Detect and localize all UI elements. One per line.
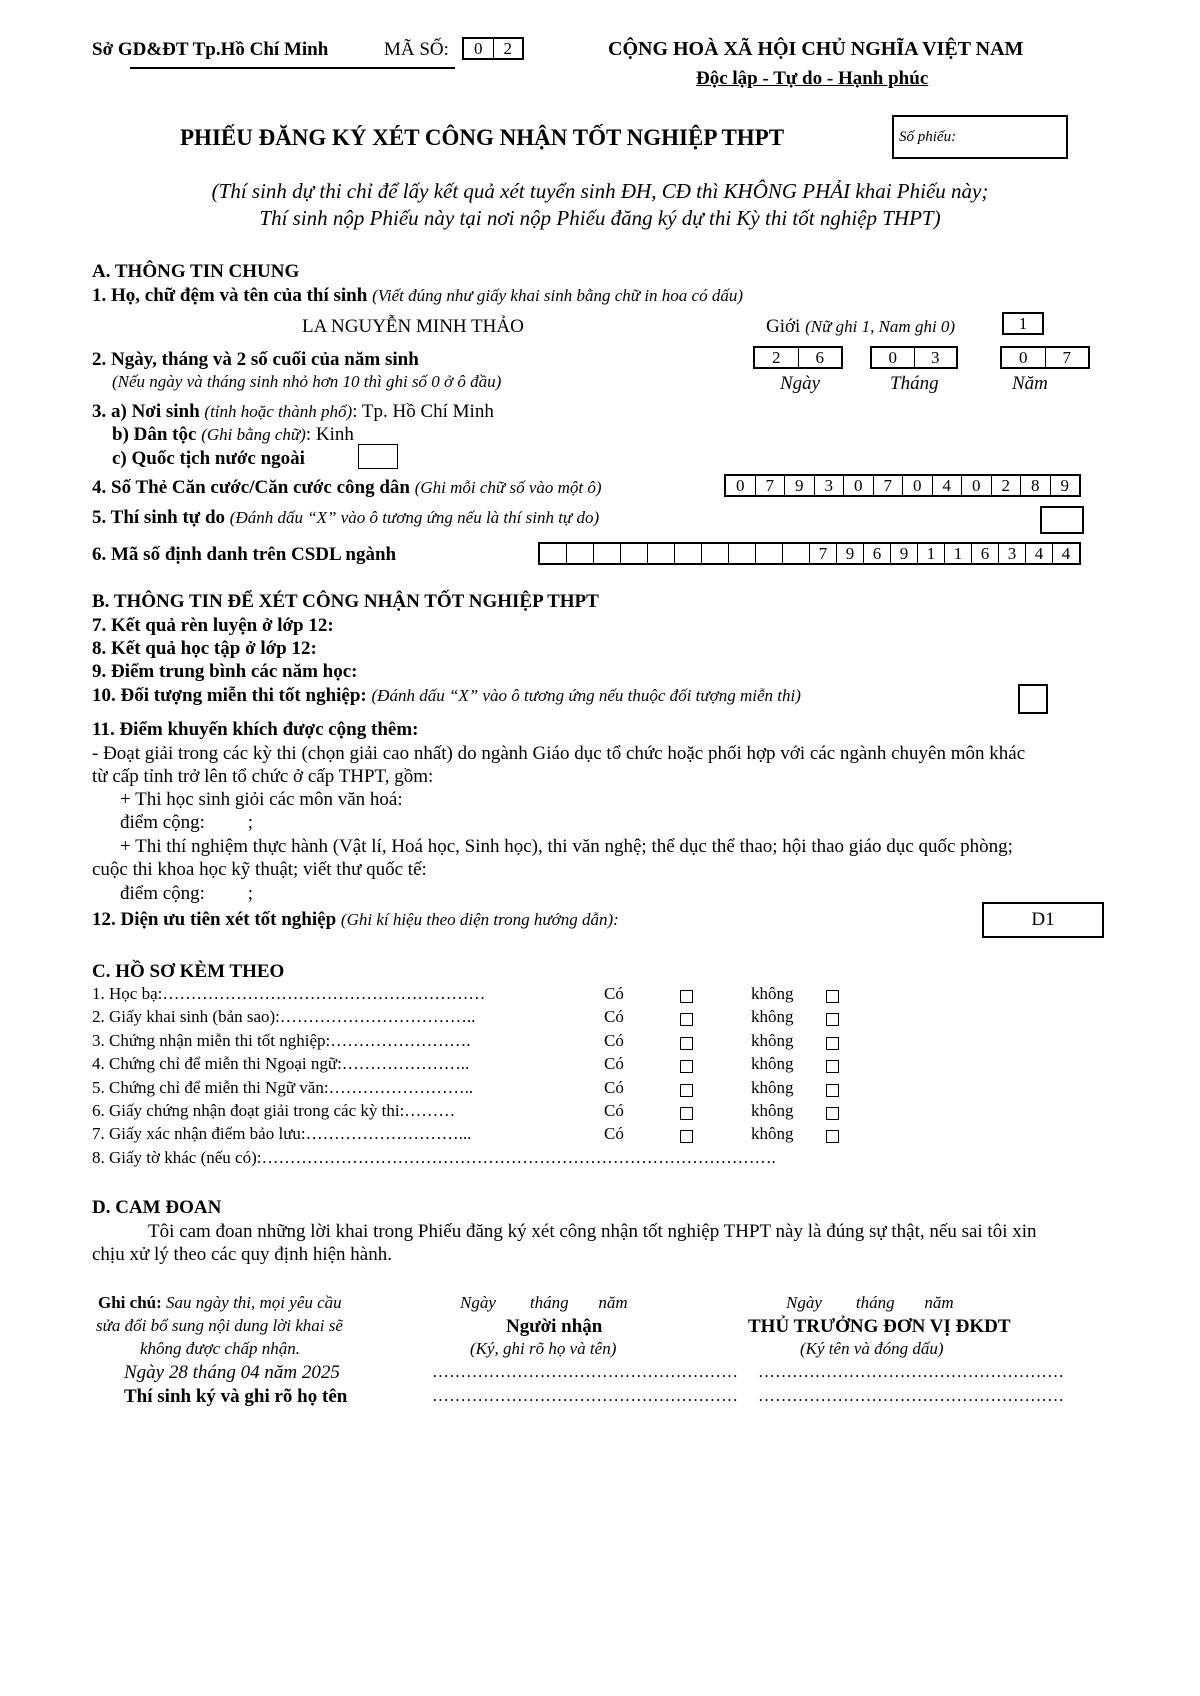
no-label: không	[751, 1077, 794, 1097]
digit-cell[interactable]: 0	[1002, 348, 1046, 367]
month-label: Tháng	[890, 373, 939, 394]
digit-cell[interactable]: 9	[785, 476, 815, 495]
form-number-box[interactable]	[892, 115, 1068, 159]
digit-cell[interactable]: 0	[726, 476, 756, 495]
gender-value: 1	[1018, 314, 1028, 333]
digit-cell[interactable]: 0	[872, 348, 915, 367]
digit-cell[interactable]: 6	[972, 544, 999, 563]
attachment-item-8: 8. Giấy tờ khác (nếu có):……………………………………………………………………………….	[92, 1148, 776, 1167]
q12-row	[92, 910, 619, 929]
section-c-heading: C. HỒ SƠ KÈM THEO	[92, 961, 285, 982]
yes-label: Có	[604, 1077, 624, 1097]
yes-checkbox[interactable]	[680, 1082, 693, 1101]
priority-value: D1	[1031, 909, 1055, 930]
attachment-label: 3. Chứng nhận miễn thi tốt nghiệp:…………………….	[92, 1030, 471, 1050]
receiver-title: Người nhận	[506, 1316, 603, 1337]
priority-box[interactable]	[982, 902, 1104, 938]
q3b-hint: (Ghi bằng chữ)	[201, 425, 306, 444]
no-checkbox[interactable]	[826, 1082, 839, 1101]
head-dots-2: ………………………………………………	[758, 1386, 1064, 1405]
digit-cell[interactable]: 7	[874, 476, 904, 495]
year-label: Năm	[1012, 373, 1048, 394]
q3a-value: : Tp. Hồ Chí Minh	[352, 401, 494, 422]
q11-label: 11. Điểm khuyến khích được cộng thêm:	[92, 719, 419, 740]
day-label: Ngày	[780, 373, 821, 394]
gender-hint: (Nữ ghi 1, Nam ghi 0)	[805, 317, 956, 336]
code-cells	[462, 37, 524, 60]
digit-cell[interactable]: 7	[1062, 348, 1071, 367]
note-label: Ghi chú:	[98, 1293, 162, 1312]
yes-label: Có	[604, 1124, 624, 1144]
attachment-item	[0, 1125, 1200, 1147]
note-line-2: sửa đổi bổ sung nội dung lời khai sẽ	[96, 1316, 343, 1335]
nation-title: CỘNG HOÀ XÃ HỘI CHỦ NGHĨA VIỆT NAM	[608, 38, 1024, 60]
q8-label: 8. Kết quả học tập ở lớp 12:	[92, 638, 317, 659]
q6-label: 6. Mã số định danh trên CSDL ngành	[92, 544, 397, 565]
digit-cell[interactable]: 3	[815, 476, 845, 495]
q11-line-2: từ cấp tỉnh trở lên tổ chức ở cấp THPT, gồm:	[92, 766, 434, 787]
candidate-signature-label: Thí sinh ký và ghi rõ họ tên	[124, 1386, 348, 1407]
digit-cell[interactable]: 0	[844, 476, 874, 495]
digit-cell[interactable]: 4	[1061, 544, 1071, 563]
day-cells[interactable]	[753, 346, 843, 369]
q1-row	[92, 286, 743, 305]
no-label: không	[751, 1054, 794, 1074]
database-id-cells[interactable]	[538, 542, 1081, 565]
commitment-line-2: chịu xử lý theo các quy định hiện hành.	[92, 1244, 392, 1265]
yes-checkbox[interactable]	[680, 1011, 693, 1030]
commitment-line-1: Tôi cam đoan những lời khai trong Phiếu đăng ký xét công nhận tốt nghiệp THPT này là đúng sự thật, nếu sai tôi xin	[148, 1221, 1037, 1242]
attachment-item	[0, 1032, 1200, 1054]
year-cells[interactable]	[1000, 346, 1090, 369]
exemption-checkbox[interactable]	[1018, 684, 1048, 714]
subtitle-line-2: Thí sinh nộp Phiếu này tại nơi nộp Phiếu đăng ký dự thi Kỳ thi tốt nghiệp THPT)	[259, 206, 941, 230]
q3b-value: : Kinh	[305, 424, 354, 445]
q1-hint: (Viết đúng như giấy khai sinh bằng chữ in hoa có dấu)	[372, 286, 743, 305]
no-checkbox[interactable]	[826, 1058, 839, 1077]
yes-checkbox[interactable]	[680, 1128, 693, 1147]
digit-cell[interactable]: 4	[1026, 544, 1053, 563]
no-checkbox[interactable]	[826, 1105, 839, 1124]
header-underline	[130, 67, 455, 69]
q11-line-1: - Đoạt giải trong các kỳ thi (chọn giải cao nhất) do ngành Giáo dục tổ chức hoặc phối hợp với các ngành chuyên môn khác	[92, 743, 1026, 764]
section-a-heading: A. THÔNG TIN CHUNG	[92, 261, 300, 282]
yes-checkbox[interactable]	[680, 1105, 693, 1124]
q2-label: 2. Ngày, tháng và 2 số cuối của năm sinh	[92, 349, 419, 370]
no-checkbox[interactable]	[826, 1035, 839, 1054]
gender-row	[766, 317, 955, 336]
digit-cell[interactable]	[621, 544, 648, 563]
q3a-hint: (tỉnh hoặc thành phố)	[204, 402, 353, 421]
foreign-nationality-box[interactable]	[358, 444, 398, 469]
receiver-date: Ngày tháng năm	[460, 1293, 628, 1312]
q10-row	[92, 686, 801, 705]
q3b-label: b) Dân tộc	[112, 424, 197, 445]
digit-cell[interactable]: 0	[464, 39, 494, 58]
no-label: không	[751, 1030, 794, 1050]
digit-cell[interactable]	[540, 544, 567, 563]
q11-line-3: + Thi học sinh giỏi các môn văn hoá:	[120, 789, 403, 810]
q11-line-4: điểm cộng: ;	[120, 812, 253, 833]
receiver-dots-2: ………………………………………………	[432, 1386, 738, 1405]
no-checkbox[interactable]	[826, 988, 839, 1007]
note-line-3: không được chấp nhận.	[140, 1339, 300, 1358]
digit-cell[interactable]: 7	[810, 544, 837, 563]
digit-cell[interactable]: 4	[933, 476, 963, 495]
digit-cell[interactable]: 9	[891, 544, 918, 563]
attachment-item	[0, 1008, 1200, 1030]
department-name: Sở GD&ĐT Tp.Hồ Chí Minh	[92, 39, 329, 60]
digit-cell[interactable]	[675, 544, 702, 563]
q7-label: 7. Kết quả rèn luyện ở lớp 12:	[92, 615, 334, 636]
head-title: THỦ TRƯỞNG ĐƠN VỊ ĐKDT	[748, 1316, 1011, 1337]
yes-checkbox[interactable]	[680, 1058, 693, 1077]
q3b-row	[112, 425, 354, 444]
form-number-label: Số phiếu:	[899, 129, 957, 145]
q11-line-6: cuộc thi khoa học kỹ thuật; viết thư quốc tế:	[92, 859, 427, 880]
gender-label: Giới	[766, 316, 801, 337]
digit-cell[interactable]: 0	[962, 476, 992, 495]
digit-cell[interactable]: 8	[1021, 476, 1051, 495]
id-number-cells[interactable]	[724, 474, 1081, 497]
q4-label: 4. Số Thẻ Căn cước/Căn cước công dân	[92, 477, 410, 498]
digit-cell[interactable]	[729, 544, 756, 563]
digit-cell[interactable]	[594, 544, 621, 563]
note-line-1: Sau ngày thi, mọi yêu cầu	[166, 1293, 342, 1312]
q3a-label: 3. a) Nơi sinh	[92, 401, 200, 422]
q3a-row	[92, 402, 494, 421]
digit-cell[interactable]	[702, 544, 729, 563]
attachment-label: 1. Học bạ:…………………………………………………	[92, 984, 486, 1003]
digit-cell[interactable]: 0	[903, 476, 933, 495]
yes-label: Có	[604, 1054, 624, 1074]
no-checkbox[interactable]	[826, 1128, 839, 1147]
code-label: MÃ SỐ:	[384, 39, 449, 60]
no-checkbox[interactable]	[826, 1011, 839, 1030]
digit-cell[interactable]	[756, 544, 783, 563]
no-label: không	[751, 984, 794, 1003]
q4-hint: (Ghi mỗi chữ số vào một ô)	[414, 478, 602, 497]
attachment-item	[0, 1055, 1200, 1077]
digit-cell[interactable]	[567, 544, 594, 563]
attachment-label: 4. Chứng chỉ để miễn thi Ngoại ngữ:…………………..	[92, 1054, 470, 1074]
motto: Độc lập - Tự do - Hạnh phúc	[696, 68, 929, 89]
q12-hint: (Ghi kí hiệu theo diện trong hướng dẫn):	[340, 910, 619, 929]
q5-hint: (Đánh dấu “X” vào ô tương ứng nếu là thí sinh tự do)	[229, 508, 600, 527]
digit-cell[interactable]: 9	[837, 544, 864, 563]
q11-line-5: + Thi thí nghiệm thực hành (Vật lí, Hoá học, Sinh học), thi văn nghệ; thể dục thể thao; hội thao giáo dục quốc phòng;	[120, 836, 1013, 857]
yes-checkbox[interactable]	[680, 988, 693, 1007]
digit-cell[interactable]: 3	[931, 348, 940, 367]
attachment-item	[0, 1102, 1200, 1124]
q10-hint: (Đánh dấu “X” vào ô tương ứng nếu thuộc đối tượng miễn thi)	[371, 686, 801, 705]
digit-cell[interactable]: 1	[918, 544, 945, 563]
yes-label: Có	[604, 1101, 624, 1120]
digit-cell[interactable]: 3	[999, 544, 1026, 563]
receiver-hint: (Ký, ghi rõ họ và tên)	[470, 1339, 617, 1358]
digit-cell[interactable]	[783, 544, 810, 563]
head-dots-1: ………………………………………………	[758, 1362, 1064, 1381]
q5-label: 5. Thí sinh tự do	[92, 507, 226, 528]
no-label: không	[751, 1124, 794, 1144]
attachment-item	[0, 985, 1200, 1007]
candidate-date: Ngày 28 tháng 04 năm 2025	[124, 1362, 340, 1383]
q1-label: 1. Họ, chữ đệm và tên của thí sinh	[92, 285, 368, 306]
q10-label: 10. Đối tượng miễn thi tốt nghiệp:	[92, 685, 367, 706]
full-name-value: LA NGUYỄN MINH THẢO	[302, 316, 524, 337]
attachment-label: 7. Giấy xác nhận điểm bảo lưu:………………………...	[92, 1124, 472, 1144]
receiver-dots-1: ………………………………………………	[432, 1362, 738, 1381]
digit-cell[interactable]: 2	[992, 476, 1022, 495]
digit-cell[interactable]: 9	[1060, 476, 1069, 495]
q12-label: 12. Diện ưu tiên xét tốt nghiệp	[92, 909, 337, 930]
attachment-label: 2. Giấy khai sinh (bản sao):……………………………..	[92, 1007, 476, 1027]
digit-cell[interactable]: 1	[945, 544, 972, 563]
digit-cell[interactable]: 2	[755, 348, 799, 367]
digit-cell[interactable]: 6	[815, 348, 824, 367]
subtitle-line-1: (Thí sinh dự thi chỉ để lấy kết quả xét tuyển sinh ĐH, CĐ thì KHÔNG PHẢI khai Phiếu này;	[211, 179, 989, 203]
q11-line-7: điểm cộng: ;	[120, 883, 253, 904]
month-cells[interactable]	[870, 346, 958, 369]
digit-cell[interactable]: 6	[864, 544, 891, 563]
form-title: PHIẾU ĐĂNG KÝ XÉT CÔNG NHẬN TỐT NGHIỆP THPT	[180, 125, 785, 150]
q5-row	[92, 508, 599, 527]
note-row	[98, 1294, 342, 1311]
q4-row	[92, 478, 602, 497]
digit-cell[interactable]: 7	[756, 476, 786, 495]
q2-hint: (Nếu ngày và tháng sinh nhỏ hơn 10 thì ghi số 0 ở ô đầu)	[112, 372, 502, 391]
attachment-label: 6. Giấy chứng nhận đoạt giải trong các kỳ thi:………	[92, 1101, 456, 1120]
attachment-item	[0, 1079, 1200, 1101]
head-date: Ngày tháng năm	[786, 1293, 954, 1312]
section-d-heading: D. CAM ĐOAN	[92, 1197, 222, 1218]
q9-label: 9. Điểm trung bình các năm học:	[92, 661, 358, 682]
digit-cell[interactable]: 2	[503, 39, 512, 58]
gender-cell[interactable]	[1002, 312, 1044, 335]
no-label: không	[751, 1007, 794, 1027]
section-b-heading: B. THÔNG TIN ĐỂ XÉT CÔNG NHẬN TỐT NGHIỆP THPT	[92, 591, 599, 612]
no-label: không	[751, 1101, 794, 1120]
q3c-label: c) Quốc tịch nước ngoài	[112, 448, 305, 469]
free-candidate-checkbox[interactable]	[1040, 506, 1084, 534]
digit-cell[interactable]	[648, 544, 675, 563]
yes-label: Có	[604, 1007, 624, 1027]
head-hint: (Ký tên và đóng dấu)	[800, 1339, 944, 1358]
yes-label: Có	[604, 984, 624, 1003]
yes-label: Có	[604, 1030, 624, 1050]
yes-checkbox[interactable]	[680, 1035, 693, 1054]
attachment-label: 5. Chứng chỉ để miễn thi Ngữ văn:……………………..	[92, 1077, 474, 1097]
